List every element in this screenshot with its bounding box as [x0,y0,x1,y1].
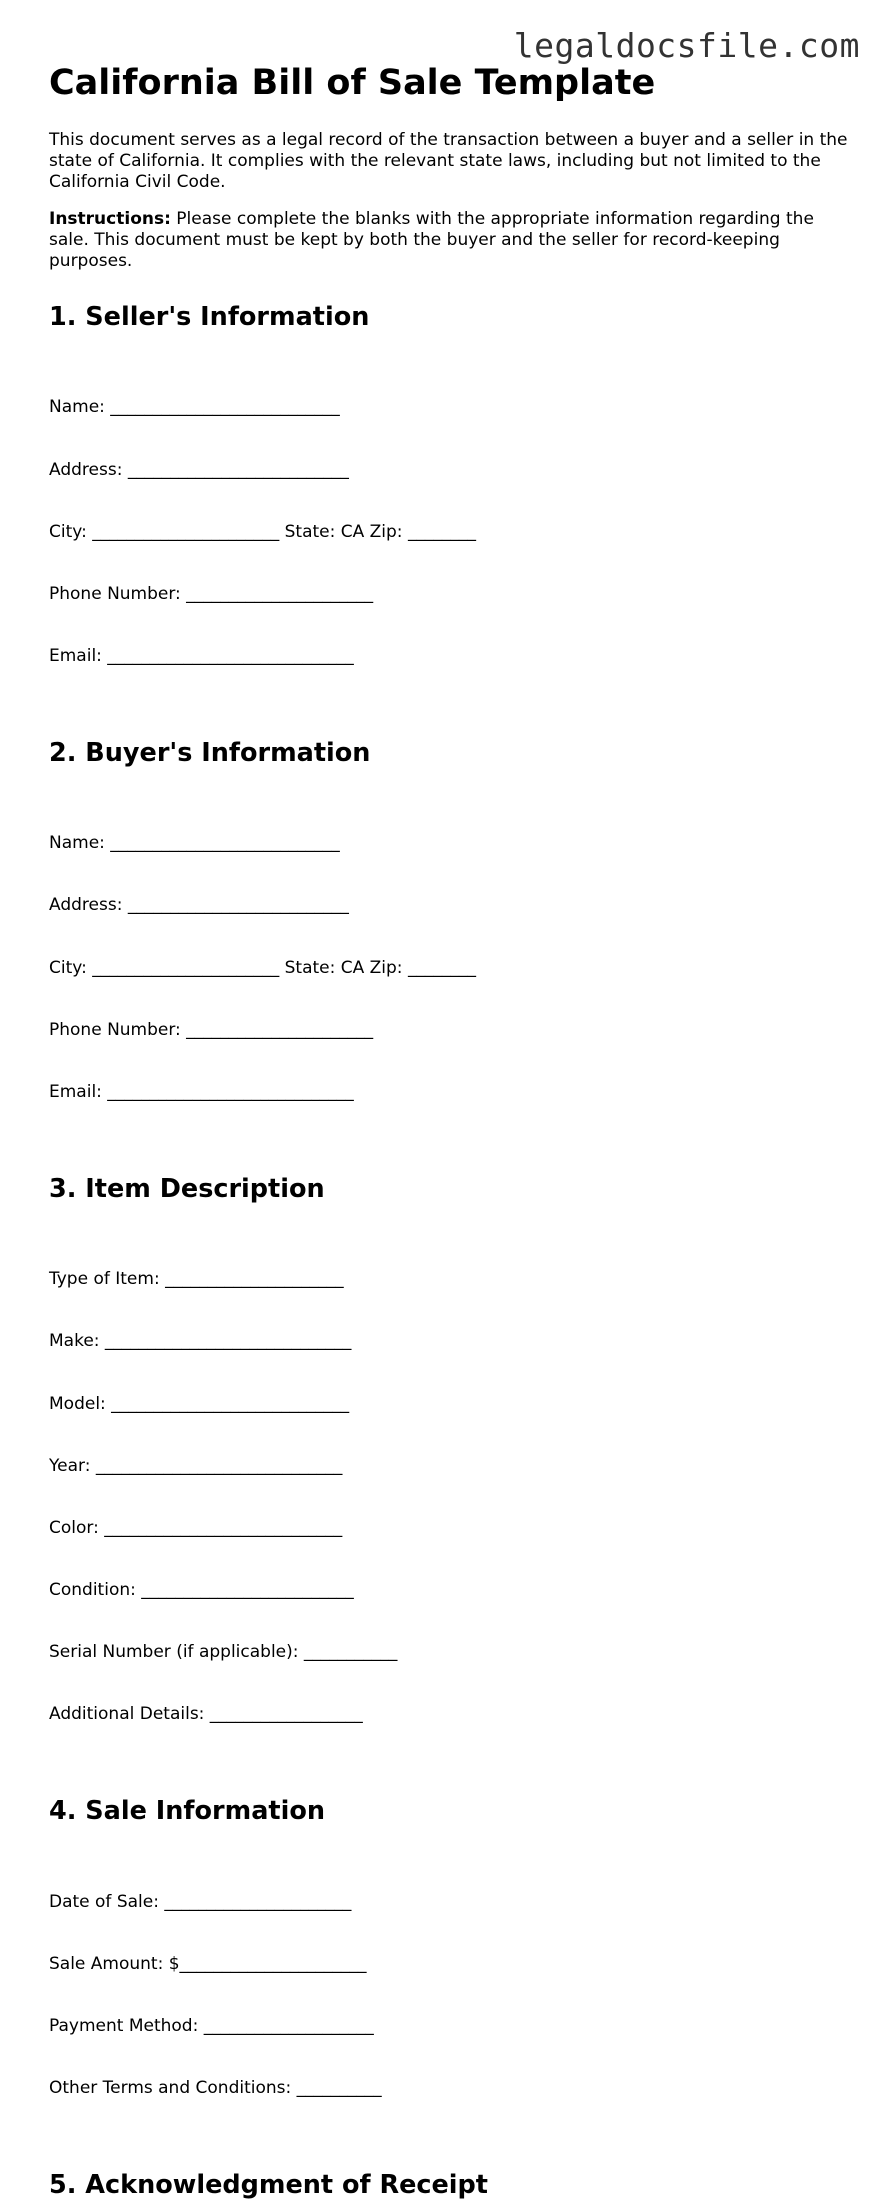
section-heading: 1. Seller's Information [49,302,370,332]
instructions-paragraph [49,209,849,272]
section-heading: 5. Acknowledgment of Receipt [49,2170,488,2200]
buyer-email-field[interactable]: Email: _____________________________ [49,1081,354,1102]
section-sale-information [49,1796,849,2140]
intro-paragraph: This document serves as a legal record of the transaction between a buyer and a seller in the state of California. It complies with the relevant state laws, including but not limited to the California Civil Code. [49,130,848,192]
buyer-fields [49,792,849,1144]
instructions-text: Please complete the blanks with the appropriate information regarding the sale. This document must be kept by both the buyer and the seller for record-keeping purposes. [49,209,814,271]
item-color-field[interactable]: Color: ____________________________ [49,1517,343,1538]
item-year-field[interactable]: Year: _____________________________ [49,1455,343,1476]
buyer-address-field[interactable]: Address: __________________________ [49,895,349,916]
sale-date-field[interactable]: Date of Sale: ______________________ [49,1891,352,1912]
sale-amount-field[interactable]: Sale Amount: $______________________ [49,1953,367,1974]
section-buyer [49,738,849,1144]
item-fields [49,1228,849,1766]
seller-email-field[interactable]: Email: _____________________________ [49,645,354,666]
section-heading: 3. Item Description [49,1173,325,1204]
buyer-city-state-zip-field[interactable]: City: ______________________ State: CA Zip: ________ [49,957,476,978]
seller-phone-field[interactable]: Phone Number: ______________________ [49,583,374,604]
section-seller [49,302,849,708]
section-heading: 4. Sale Information [49,1796,326,1827]
buyer-phone-field[interactable]: Phone Number: ______________________ [49,1019,374,1040]
seller-address-field[interactable]: Address: __________________________ [49,459,349,480]
section-acknowledgment [49,2170,849,2200]
seller-city-state-zip-field[interactable]: City: ______________________ State: CA Zip: ________ [49,521,476,542]
item-condition-field[interactable]: Condition: _________________________ [49,1579,354,1600]
seller-name-field[interactable]: Name: ___________________________ [49,397,340,418]
other-terms-field[interactable]: Other Terms and Conditions: __________ [49,2077,382,2098]
item-make-field[interactable]: Make: _____________________________ [49,1331,352,1352]
instructions-label: Instructions: [49,209,171,229]
document-page [49,62,849,2200]
section-heading: 2. Buyer's Information [49,737,371,768]
sale-fields [49,1850,849,2140]
seller-fields [49,356,849,708]
payment-method-field[interactable]: Payment Method: ____________________ [49,2015,374,2036]
item-serial-field[interactable]: Serial Number (if applicable): ___________ [49,1641,398,1662]
site-watermark: legaldocsfile.com [513,26,860,65]
item-model-field[interactable]: Model: ____________________________ [49,1393,350,1414]
document-title: California Bill of Sale Template [49,63,656,103]
buyer-name-field[interactable]: Name: ___________________________ [49,833,340,854]
item-additional-details-field[interactable]: Additional Details: __________________ [49,1704,363,1725]
item-type-field[interactable]: Type of Item: _____________________ [49,1269,344,1290]
section-item-description [49,1174,849,1766]
